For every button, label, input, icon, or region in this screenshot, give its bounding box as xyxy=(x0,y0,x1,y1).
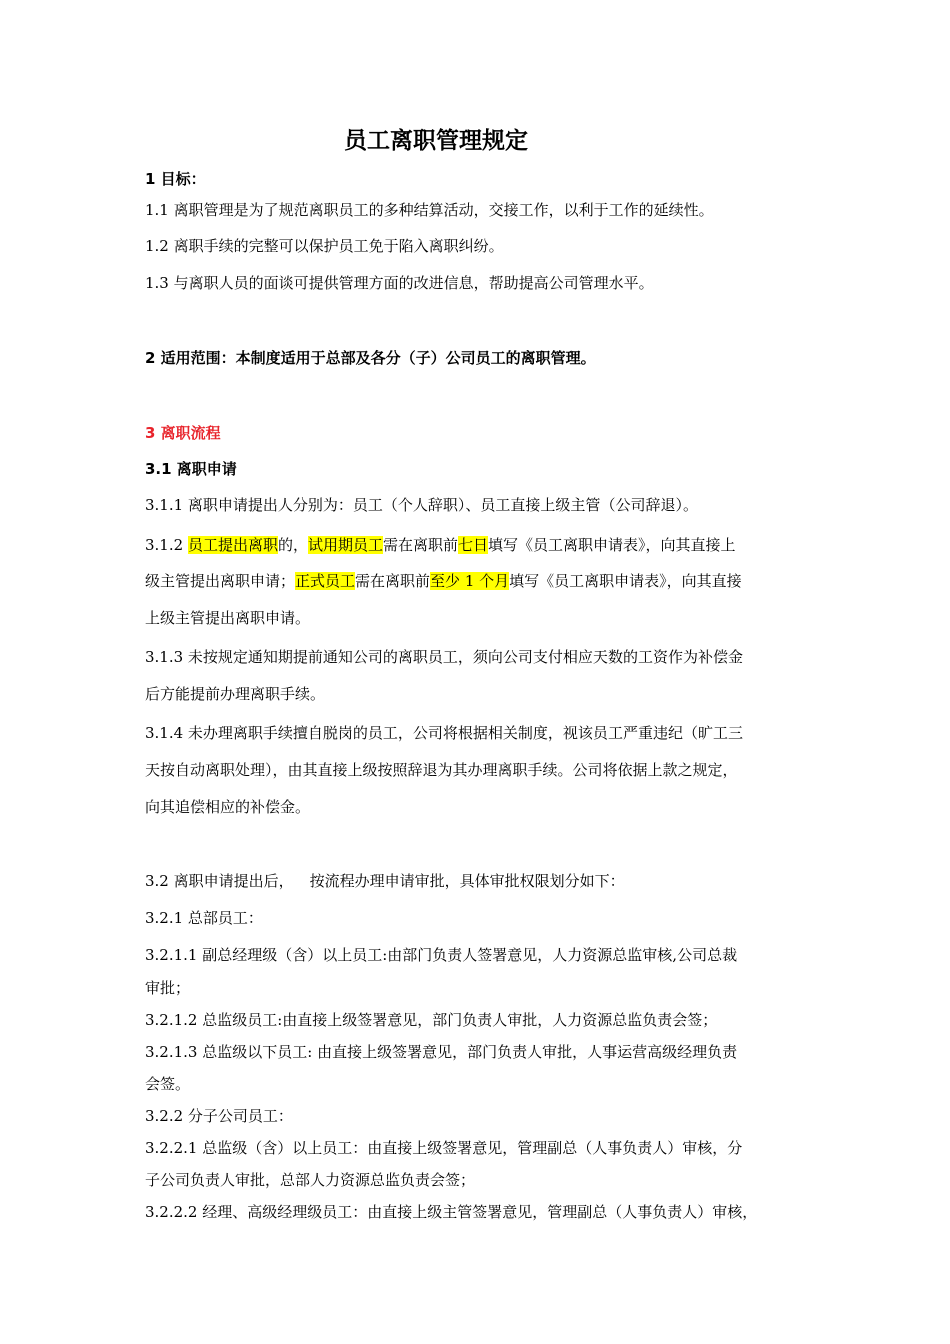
text-span: 按流程办理申请审批，具体审批权限划分如下： xyxy=(309,872,625,890)
text-span: 填写《员工离职申请表》，向其直接上 xyxy=(488,536,736,554)
paragraph-3-1-2-line-3: 上级主管提出离职申请。 xyxy=(145,609,311,627)
highlight-probation-employee: 试用期员工 xyxy=(307,536,383,554)
paragraph-3-2-2-1-line-2: 子公司负责人审批，总部人力资源总监负责会签； xyxy=(145,1171,476,1189)
paragraph-3-1-1: 3.1.1 离职申请提出人分别为：员工（个人辞职）、员工直接上级主管（公司辞退）。 xyxy=(145,496,698,514)
paragraph-3-2-1: 3.2.1 总部员工： xyxy=(145,909,263,927)
text-span: 需在离职前 xyxy=(355,572,431,590)
highlight-seven-days: 七日 xyxy=(458,536,489,554)
paragraph-3-1-4-line-3: 向其追偿相应的补偿金。 xyxy=(145,798,311,816)
paragraph-3-2-2-1-line-1: 3.2.2.1 总监级（含）以上员工：由直接上级签署意见，管理副总（人事负责人）审核，分 xyxy=(145,1139,743,1157)
text-span: 需在离职前 xyxy=(382,536,458,554)
paragraph-1-3: 1.3 与离职人员的面谈可提供管理方面的改进信息，帮助提高公司管理水平。 xyxy=(145,274,654,292)
highlight-regular-employee: 正式员工 xyxy=(295,572,356,590)
paragraph-3-2-1-2: 3.2.1.2 总监级员工:由直接上级签署意见，部门负责人审批，人力资源总监负责会签； xyxy=(145,1011,718,1029)
paragraph-3-2-1-1-line-1: 3.2.1.1 副总经理级（含）以上员工:由部门负责人签署意见，人力资源总监审核,公司总裁 xyxy=(145,946,738,964)
paragraph-3-2-1-3-line-1: 3.2.1.3 总监级以下员工: 由直接上级签署意见，部门负责人审批，人事运营高级经理负责 xyxy=(145,1043,738,1061)
text-span: 级主管提出离职申请； xyxy=(145,572,296,590)
text-span: 的， xyxy=(277,536,308,554)
section-1-heading: 1 目标： xyxy=(145,170,206,188)
paragraph-1-1: 1.1 离职管理是为了规范离职员工的多种结算活动，交接工作，以利于工作的延续性。 xyxy=(145,201,714,219)
paragraph-3-1-4-line-2: 天按自动离职处理），由其直接上级按照辞退为其办理离职手续。公司将依据上款之规定， xyxy=(145,761,738,779)
paragraph-number: 3.1.2 xyxy=(145,536,188,554)
paragraph-3-1-2-line-1 xyxy=(145,534,736,556)
paragraph-3-2 xyxy=(145,870,625,892)
paragraph-3-1-2-line-2 xyxy=(145,570,742,592)
paragraph-3-2-1-3-line-2: 会签。 xyxy=(145,1075,191,1093)
highlight-one-month: 至少 1 个月 xyxy=(430,572,510,590)
subsection-3-1-heading: 3.1 离职申请 xyxy=(145,460,237,478)
paragraph-3-1-4-line-1: 3.1.4 未办理离职手续擅自脱岗的员工，公司将根据相关制度，视该员工严重违纪（旷工三 xyxy=(145,724,743,742)
highlight-employee-resign: 员工提出离职 xyxy=(187,536,278,554)
paragraph-3-2-2-2: 3.2.2.2 经理、高级经理级员工：由直接上级主管签署意见，管理副总（人事负责人）审核， xyxy=(145,1203,758,1221)
paragraph-3-1-3-line-1: 3.1.3 未按规定通知期提前通知公司的离职员工，须向公司支付相应天数的工资作为补偿金 xyxy=(145,648,743,666)
section-3-heading: 3 离职流程 xyxy=(145,424,221,442)
paragraph-3-2-1-1-line-2: 审批； xyxy=(145,979,191,997)
document-title: 员工离职管理规定 xyxy=(344,128,528,154)
text-span: 3.2 离职申请提出后， xyxy=(145,872,294,890)
paragraph-3-1-3-line-2: 后方能提前办理离职手续。 xyxy=(145,685,326,703)
section-2-heading: 2 适用范围：本制度适用于总部及各分（子）公司员工的离职管理。 xyxy=(145,349,596,367)
text-span: 填写《员工离职申请表》，向其直接 xyxy=(509,572,742,590)
paragraph-3-2-2: 3.2.2 分子公司员工： xyxy=(145,1107,293,1125)
paragraph-1-2: 1.2 离职手续的完整可以保护员工免于陷入离职纠纷。 xyxy=(145,237,504,255)
